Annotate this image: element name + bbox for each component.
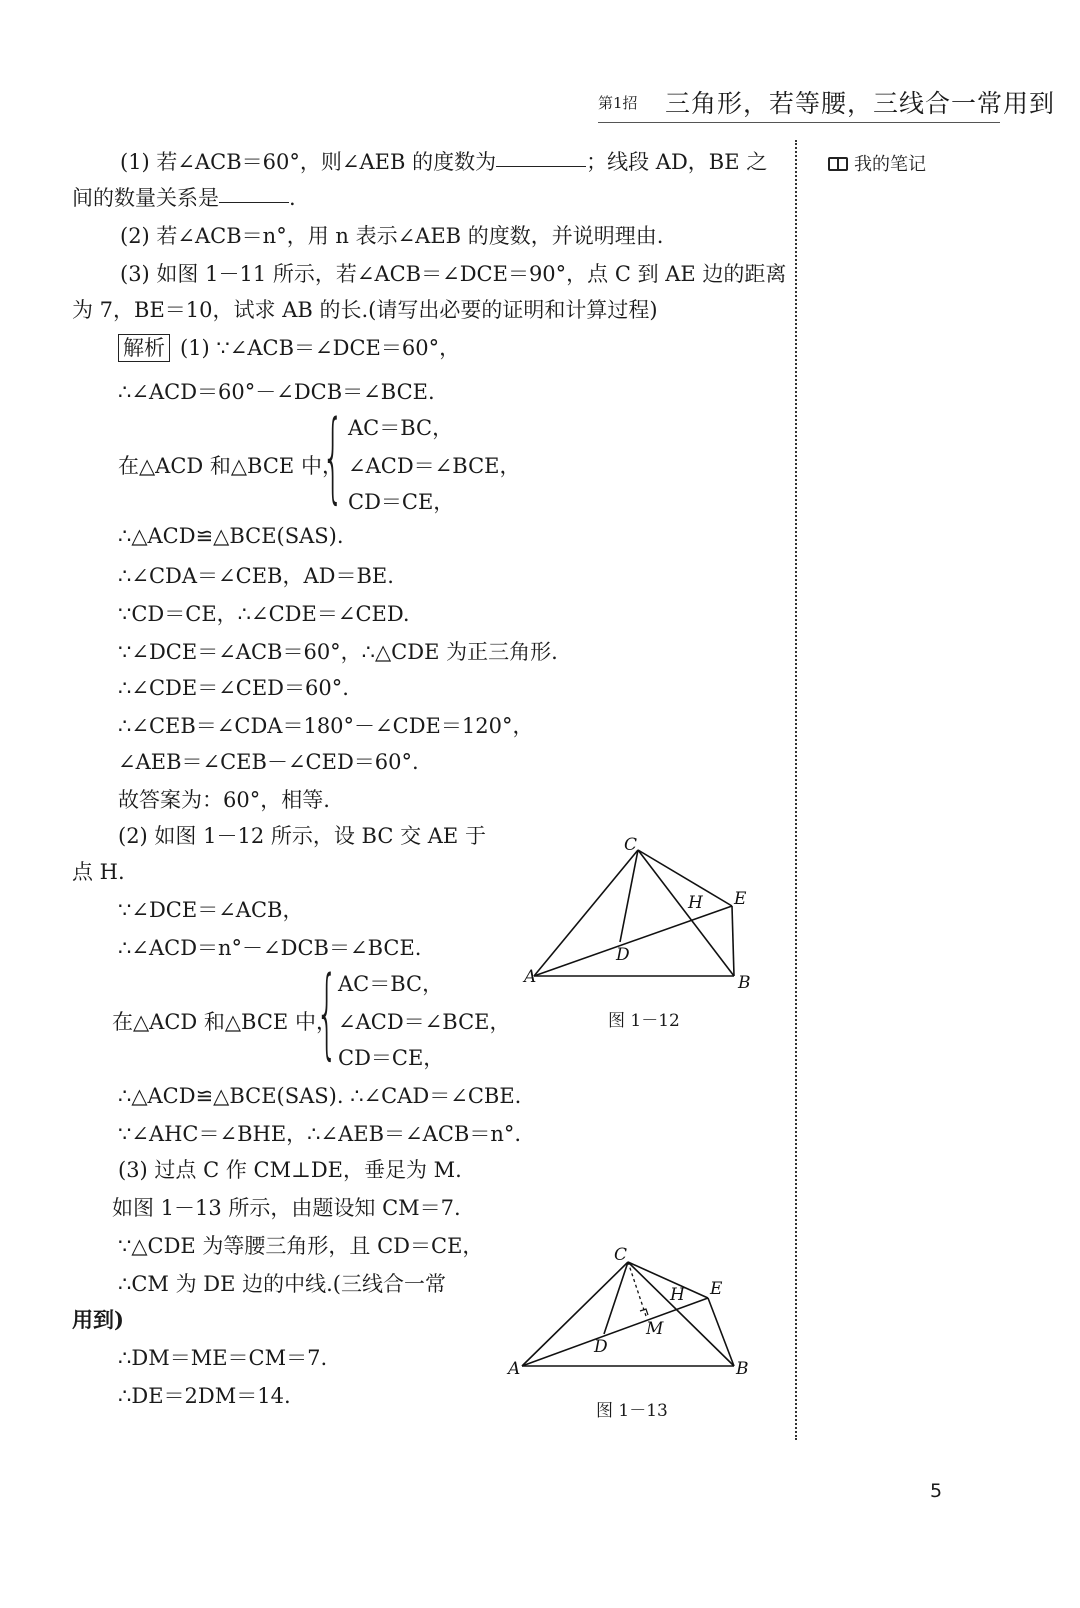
segment-CB: [628, 1262, 734, 1366]
notes-divider: [795, 140, 797, 1440]
label-D: D: [594, 1337, 608, 1357]
segment-EB: [708, 1298, 734, 1366]
solution-line-8: ∴∠CEB＝∠CDA＝180°－∠CDE＝120°，: [118, 714, 534, 738]
problem-p1b: ；线段 AD，BE 之: [586, 150, 768, 174]
system1-eq2: ∠ACD＝∠BCE，: [348, 454, 521, 478]
header-rule: [598, 122, 1000, 123]
solution-part3-line-1: (3) 过点 C 作 CM⊥DE，垂足为 M.: [118, 1158, 462, 1182]
segment-CE: [628, 1262, 708, 1298]
problem-part2: (2) 若∠ACB＝n°，用 n 表示∠AEB 的度数，并说明理由.: [120, 224, 664, 248]
figure-1-13: [500, 1238, 760, 1388]
system2-eq1: AC＝BC，: [338, 972, 444, 996]
figure-1-13-caption: 图 1－13: [596, 1401, 668, 1421]
chapter-label: 第1招: [598, 94, 638, 112]
solution-part2-line-2: 点 H.: [72, 860, 125, 884]
solution-line-3: ∴△ACD≌△BCE(SAS).: [118, 524, 344, 548]
notes-label: 我的笔记: [854, 154, 926, 175]
segment-CA: [522, 1262, 628, 1366]
label-B: B: [736, 1359, 749, 1379]
analysis-tag: 解析: [118, 334, 170, 362]
label-M: M: [646, 1319, 664, 1339]
segment-CD: [620, 850, 638, 942]
solution-part3-line-5: 用到): [72, 1307, 124, 1332]
label-B: B: [738, 973, 751, 993]
page-title: 三角形，若等腰，三线合一常用到: [665, 89, 1056, 118]
solution-line-5: ∵CD＝CE，∴∠CDE＝∠CED.: [118, 602, 410, 626]
figure-1-12-caption: 图 1－12: [608, 1011, 680, 1031]
solution-part2-line-3: ∵∠DCE＝∠ACB，: [118, 898, 304, 922]
problem-p1d: .: [289, 186, 296, 210]
solution-line-1: [118, 332, 460, 362]
problem-part1: [120, 146, 767, 176]
system2-brace: {: [316, 956, 338, 1070]
system1-eq1: AC＝BC，: [348, 416, 454, 440]
figure-1-12: [520, 830, 770, 1000]
label-E: E: [710, 1279, 723, 1299]
answer-blank-1: [496, 166, 586, 167]
problem-part3-cont: 为 7，BE＝10，试求 AB 的长.(请写出必要的证明和计算过程): [72, 298, 658, 322]
solution-s1: (1) ∵∠ACB＝∠DCE＝60°，: [180, 336, 461, 360]
problem-p1a: (1) 若∠ACB＝60°，则∠AEB 的度数为: [120, 150, 497, 174]
solution-part2-line-6: ∵∠AHC＝∠BHE，∴∠AEB＝∠ACB＝n°.: [118, 1122, 522, 1146]
label-A: A: [524, 967, 537, 987]
solution-line-6: ∵∠DCE＝∠ACB＝60°，∴△CDE 为正三角形.: [118, 640, 558, 664]
system2-prefix: 在△ACD 和△BCE 中，: [112, 1010, 337, 1034]
solution-line-2: ∴∠ACD＝60°－∠DCB＝∠BCE.: [118, 380, 435, 404]
system2-eq2: ∠ACD＝∠BCE，: [338, 1010, 511, 1034]
solution-part3-line-7: ∴DE＝2DM＝14.: [118, 1384, 291, 1408]
system1-prefix: 在△ACD 和△BCE 中，: [118, 454, 343, 478]
book-icon: [828, 157, 848, 171]
label-H: H: [670, 1285, 685, 1305]
segment-AE: [522, 1298, 708, 1366]
solution-line-4: ∴∠CDA＝∠CEB，AD＝BE.: [118, 564, 394, 588]
solution-part3-line-6: ∴DM＝ME＝CM＝7.: [118, 1346, 328, 1370]
label-C: C: [614, 1245, 628, 1265]
solution-part2-line-1: (2) 如图 1－12 所示，设 BC 交 AE 于: [118, 824, 486, 848]
solution-part2-line-4: ∴∠ACD＝n°－∠DCB＝∠BCE.: [118, 936, 422, 960]
problem-part1-cont: [72, 182, 296, 212]
solution-line-7: ∴∠CDE＝∠CED＝60°.: [118, 676, 349, 700]
segment-CB: [638, 850, 734, 976]
system1-eq3: CD＝CE，: [348, 490, 455, 514]
label-C: C: [624, 835, 638, 855]
segment-CE: [638, 850, 732, 906]
problem-p1c: 间的数量关系是: [72, 186, 219, 210]
segment-EB: [732, 906, 734, 976]
solution-part3-line-4: ∴CM 为 DE 边的中线.(三线合一常: [118, 1272, 446, 1296]
system2-eq3: CD＝CE，: [338, 1046, 445, 1070]
label-D: D: [616, 945, 630, 965]
solution-part3-line-3: ∵△CDE 为等腰三角形，且 CD＝CE，: [118, 1234, 484, 1258]
label-E: E: [734, 889, 747, 909]
solution-part3-line-2: 如图 1－13 所示，由题设知 CM＝7.: [112, 1196, 461, 1220]
solution-part2-line-5: ∴△ACD≌△BCE(SAS). ∴∠CAD＝∠CBE.: [118, 1084, 522, 1108]
solution-line-10: 故答案为：60°，相等.: [118, 788, 330, 812]
right-angle-mark: [640, 1309, 648, 1315]
answer-blank-2: [219, 202, 289, 203]
problem-part3: (3) 如图 1－11 所示，若∠ACB＝∠DCE＝90°，点 C 到 AE 边的距离: [120, 262, 787, 286]
notes-heading: [828, 150, 926, 176]
solution-line-9: ∠AEB＝∠CEB－∠CED＝60°.: [118, 750, 419, 774]
label-A: A: [508, 1359, 521, 1379]
label-H: H: [688, 893, 703, 913]
page-number: 5: [930, 1480, 943, 1502]
system1-brace: {: [322, 400, 344, 514]
